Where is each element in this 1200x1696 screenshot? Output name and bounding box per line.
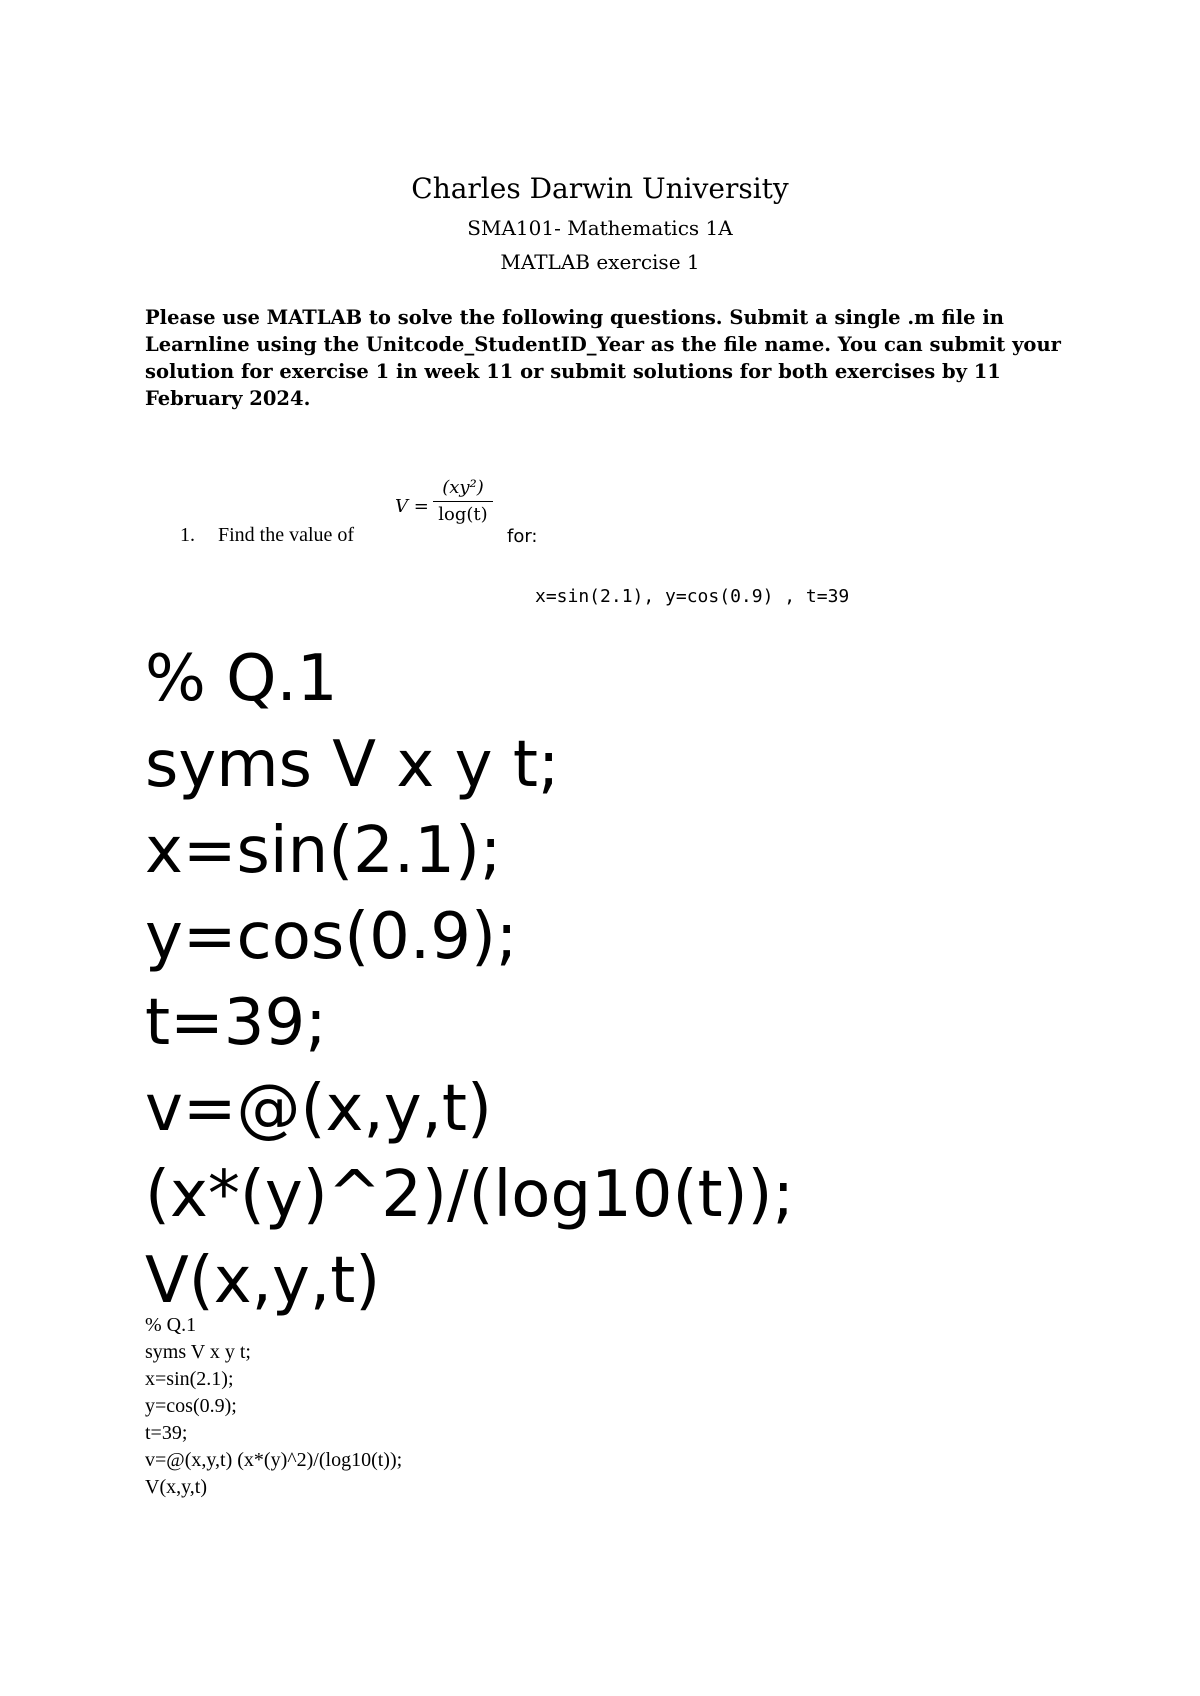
- formula-lhs: V =: [395, 496, 429, 517]
- exercise-title: MATLAB exercise 1: [500, 250, 700, 274]
- question-text: Find the value of: [218, 524, 355, 546]
- code-line: % Q.1: [145, 642, 338, 716]
- formula-fraction: [433, 476, 493, 526]
- fraction-bar: [433, 501, 493, 502]
- code-line: syms V x y t;: [145, 1341, 251, 1363]
- variable-values: x=sin(2.1), y=cos(0.9) , t=39: [535, 586, 850, 607]
- question-1: [180, 524, 354, 547]
- code-line: y=cos(0.9);: [145, 1395, 237, 1417]
- code-line: x=sin(2.1);: [145, 1368, 234, 1390]
- code-line: v=@(x,y,t): [145, 1072, 492, 1146]
- small-code-block: [145, 1312, 402, 1501]
- code-line: v=@(x,y,t) (x*(y)^2)/(log10(t));: [145, 1449, 403, 1471]
- university-title: Charles Darwin University: [411, 172, 789, 205]
- code-line: y=cos(0.9);: [145, 900, 518, 974]
- code-line: t=39;: [145, 986, 327, 1060]
- question-number: 1.: [180, 524, 195, 546]
- for-label: for:: [507, 526, 538, 547]
- code-line: t=39;: [145, 1422, 188, 1444]
- large-code-block: [145, 636, 794, 1324]
- code-line: (x*(y)^2)/(log10(t));: [145, 1158, 795, 1232]
- code-line: x=sin(2.1);: [145, 814, 502, 888]
- code-line: V(x,y,t): [145, 1476, 208, 1498]
- code-line: % Q.1: [145, 1314, 197, 1336]
- code-line: syms V x y t;: [145, 728, 560, 802]
- formula-numerator: (xy²): [442, 477, 484, 498]
- formula-denominator: log(t): [438, 504, 488, 525]
- instructions-paragraph: Please use MATLAB to solve the following questions. Submit a single .m file in Learnline using the Unitcode_StudentID_Year as the file name. You can submit your solution for exercise 1 in week 11 or submit solutions for both exercises by 11 February 2024.: [145, 306, 1061, 410]
- code-line: V(x,y,t): [145, 1244, 381, 1318]
- course-title: SMA101- Mathematics 1A: [467, 216, 733, 240]
